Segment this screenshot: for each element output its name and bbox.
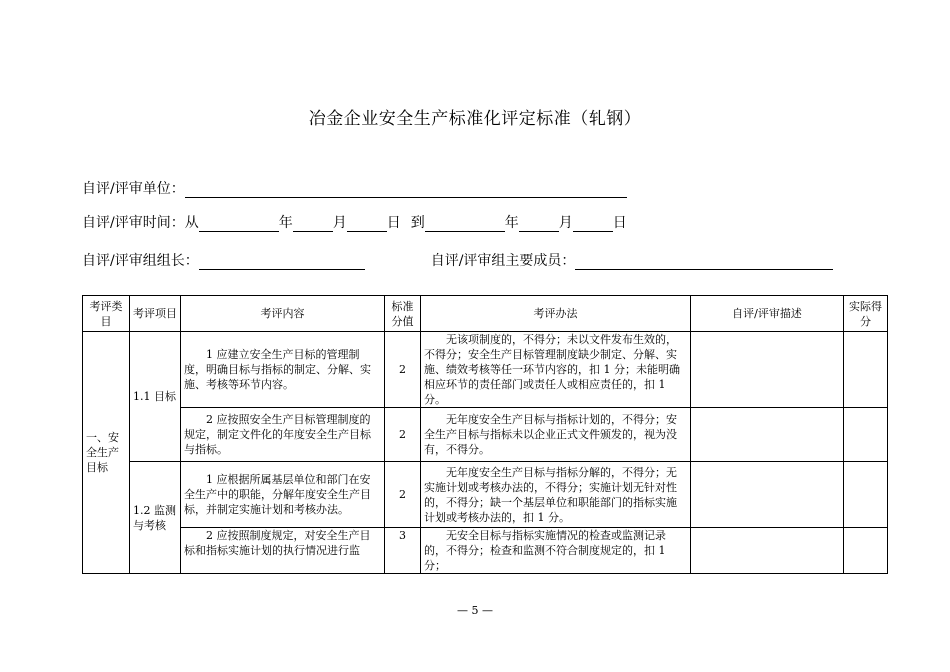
content-cell: 1 应建立安全生产目标的管理制度，明确目标与指标的制定、分解、实施、考核等环节内容。	[181, 332, 385, 408]
method-cell: 无安全目标与指标实施情况的检查或监测记录的，不得分；检查和监测不符合制度规定的，扣 1 分；	[421, 528, 691, 574]
actual-score-cell[interactable]	[844, 332, 888, 408]
month-label: 月	[332, 215, 347, 231]
table-row	[83, 332, 888, 408]
header-score: 标准分值	[385, 296, 421, 332]
unit-row	[82, 178, 627, 198]
month-label-2: 月	[558, 215, 573, 231]
item-cell: 1.2 监测与考核	[130, 462, 181, 574]
item-cell: 1.1 目标	[130, 332, 181, 462]
end-month-blank[interactable]	[519, 215, 559, 232]
table-row	[83, 462, 888, 528]
evaluation-table	[82, 295, 888, 574]
desc-cell[interactable]	[691, 528, 844, 574]
time-label: 自评/评审时间：从	[82, 215, 199, 231]
desc-cell[interactable]	[691, 408, 844, 462]
day-label: 日	[386, 215, 401, 231]
header-actual: 实际得分	[844, 296, 888, 332]
leader-blank[interactable]	[199, 253, 365, 270]
table-row	[83, 408, 888, 462]
document-title: 冶金企业安全生产标准化评定标准（轧钢）	[308, 109, 642, 129]
header-item: 考评项目	[130, 296, 181, 332]
header-content: 考评内容	[181, 296, 385, 332]
leader-label: 自评/评审组组长：	[82, 253, 199, 269]
header-desc: 自评/评审描述	[691, 296, 844, 332]
actual-score-cell[interactable]	[844, 408, 888, 462]
header-category: 考评类目	[83, 296, 130, 332]
start-month-blank[interactable]	[293, 215, 333, 232]
category-cell: 一、安全生产目标	[83, 332, 130, 574]
score-cell: 3	[385, 528, 421, 574]
time-row	[82, 212, 627, 232]
members-blank[interactable]	[575, 253, 833, 270]
header-method: 考评办法	[421, 296, 691, 332]
desc-cell[interactable]	[691, 332, 844, 408]
method-cell: 无该项制度的，不得分；未以文件发布生效的，不得分；安全生产目标管理制度缺少制定、分解、实施、绩效考核等任一环节内容的，扣 1 分；未能明确相应环节的责任部门或责任人或相应责任的，扣 1 分。	[421, 332, 691, 408]
desc-cell[interactable]	[691, 462, 844, 528]
unit-label: 自评/评审单位：	[82, 181, 185, 197]
start-year-blank[interactable]	[199, 215, 279, 232]
year-label-2: 年	[504, 215, 519, 231]
page-number: — 5 —	[457, 604, 493, 617]
actual-score-cell[interactable]	[844, 528, 888, 574]
start-day-blank[interactable]	[347, 215, 387, 232]
score-cell: 2	[385, 408, 421, 462]
leader-row	[82, 250, 833, 270]
end-year-blank[interactable]	[425, 215, 505, 232]
to-label: 到	[410, 215, 425, 231]
table-row	[83, 528, 888, 574]
score-cell: 2	[385, 462, 421, 528]
unit-blank[interactable]	[185, 181, 627, 198]
end-day-blank[interactable]	[573, 215, 613, 232]
method-cell: 无年度安全生产目标与指标分解的，不得分；无实施计划或考核办法的，不得分；实施计划无针对性的，不得分；缺一个基层单位和职能部门的指标实施计划或考核办法的，扣 1 分。	[421, 462, 691, 528]
table-header-row	[83, 296, 888, 332]
content-cell: 2 应按照安全生产目标管理制度的规定，制定文件化的年度安全生产目标与指标。	[181, 408, 385, 462]
score-cell: 2	[385, 332, 421, 408]
actual-score-cell[interactable]	[844, 462, 888, 528]
day-label-2: 日	[612, 215, 627, 231]
method-cell: 无年度安全生产目标与指标计划的，不得分；安全生产目标与指标未以企业正式文件颁发的，视为没有，不得分。	[421, 408, 691, 462]
content-cell: 2 应按照制度规定，对安全生产目标和指标实施计划的执行情况进行监	[181, 528, 385, 574]
content-cell: 1 应根据所属基层单位和部门在安全生产中的职能，分解年度安全生产目标，并制定实施计划和考核办法。	[181, 462, 385, 528]
year-label: 年	[278, 215, 293, 231]
members-label: 自评/评审组主要成员：	[430, 253, 576, 269]
